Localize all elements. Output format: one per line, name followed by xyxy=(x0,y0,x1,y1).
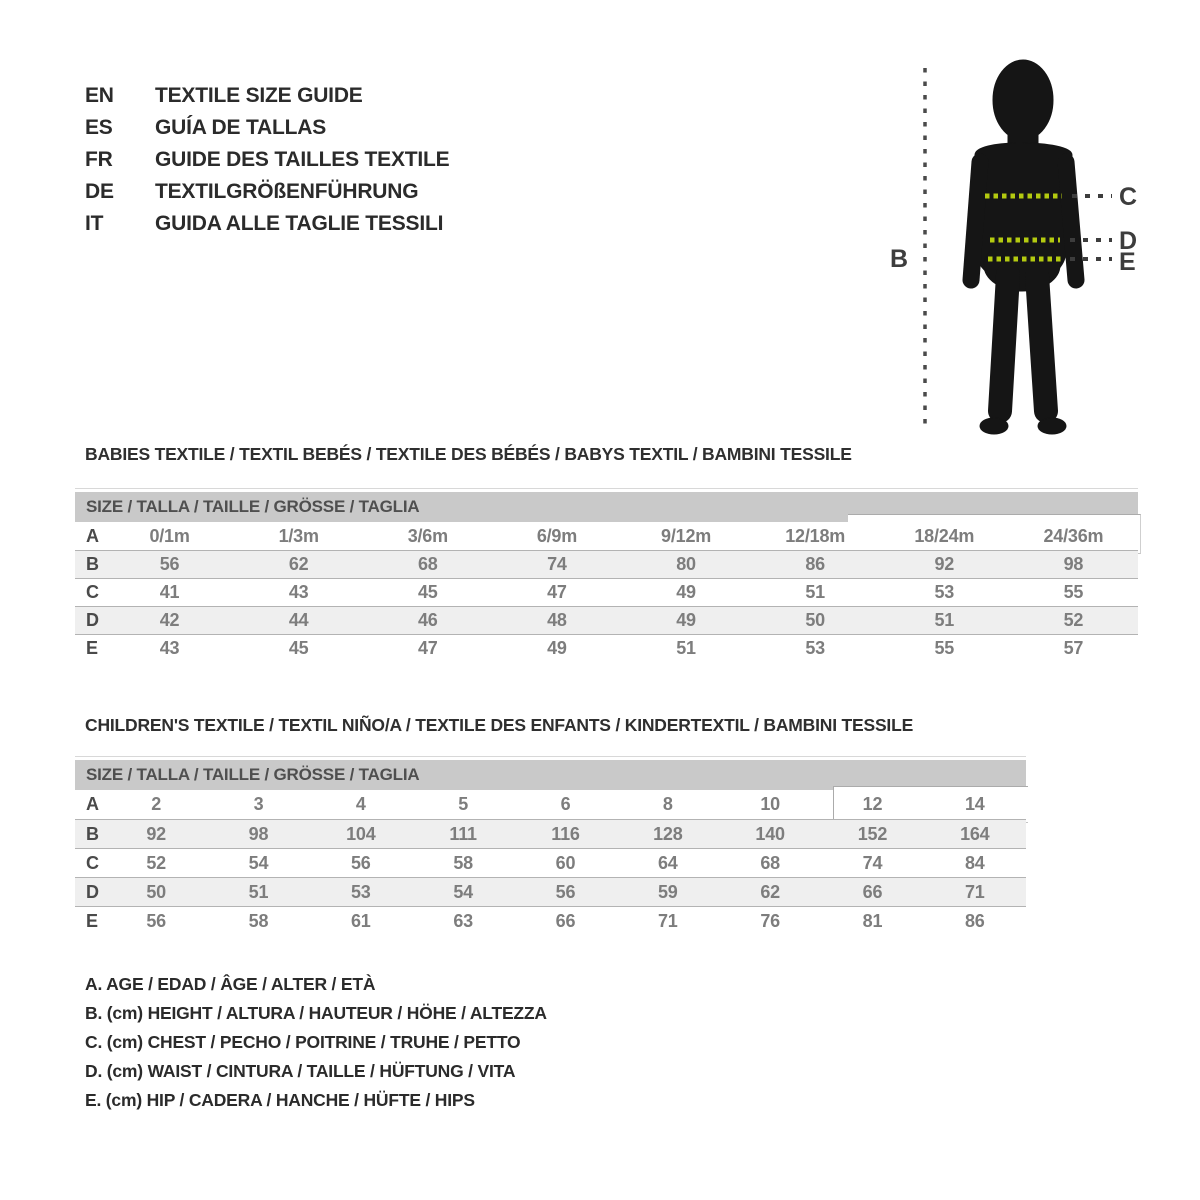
table-cell: 5 xyxy=(458,794,469,814)
row-label: C xyxy=(86,852,99,873)
table-cell: 68 xyxy=(760,852,780,873)
child-silhouette-figure xyxy=(880,55,1140,440)
table-cell: 86 xyxy=(805,554,825,574)
table-cell: 62 xyxy=(288,554,309,574)
table-cell: 92 xyxy=(934,554,955,574)
table-cell: 111 xyxy=(449,823,477,844)
chest-label: C xyxy=(1119,183,1138,211)
table-cell: 24/36m xyxy=(1043,525,1104,546)
table-cell: 9/12m xyxy=(661,525,712,546)
table-cell: 58 xyxy=(248,910,269,931)
language-title: TEXTILGRÖßENFÜHRUNG xyxy=(155,180,419,203)
table-cell: 44 xyxy=(288,610,309,630)
table-cell: 51 xyxy=(676,638,696,658)
table-cell: 66 xyxy=(862,881,883,902)
row-label: D xyxy=(86,610,99,630)
table-cell: 18/24m xyxy=(914,525,975,546)
language-title-list xyxy=(85,80,449,240)
table-cell: 49 xyxy=(676,610,696,630)
table-cell: 71 xyxy=(657,910,678,931)
language-code: EN xyxy=(85,84,114,107)
child-silhouette xyxy=(971,60,1076,434)
row-label: A xyxy=(86,525,99,546)
table-cell: 152 xyxy=(857,823,888,844)
table-cell: 66 xyxy=(555,910,576,931)
table-cell: 53 xyxy=(351,881,371,902)
table-cell: 64 xyxy=(657,852,678,873)
table-cell: 50 xyxy=(146,881,166,902)
table-cell: 56 xyxy=(555,881,576,902)
children-table-body xyxy=(75,790,1026,935)
legend-item: B. (cm) HEIGHT / ALTURA / HAUTEUR / HÖHE / ALTEZZA xyxy=(85,1003,547,1023)
table-cell: 53 xyxy=(934,582,955,602)
table-cell: 116 xyxy=(551,823,580,844)
table-cell: 76 xyxy=(760,910,780,931)
language-code: IT xyxy=(85,212,104,235)
table-row xyxy=(75,550,1138,578)
table-cell: 59 xyxy=(657,881,678,902)
table-row xyxy=(75,848,1026,877)
table-cell: 48 xyxy=(547,610,567,630)
table-cell: 57 xyxy=(1063,638,1084,658)
language-code: FR xyxy=(85,148,113,171)
table-cell: 51 xyxy=(934,610,955,630)
table-cell: 62 xyxy=(760,881,780,902)
row-label: D xyxy=(86,881,99,902)
language-title: GUIDA ALLE TAGLIE TESSILI xyxy=(155,212,444,235)
table-cell: 63 xyxy=(453,910,473,931)
language-row xyxy=(85,80,449,112)
table-cell: 140 xyxy=(755,823,785,844)
children-table-header: SIZE / TALLA / TAILLE / GRÖSSE / TAGLIA xyxy=(75,760,1026,790)
table-cell: 54 xyxy=(248,852,269,873)
table-cell: 56 xyxy=(351,852,371,873)
babies-table-body xyxy=(75,522,1138,662)
table-cell: 2 xyxy=(151,794,162,814)
table-cell: 54 xyxy=(453,881,473,902)
table-cell: 46 xyxy=(418,610,438,630)
table-cell: 55 xyxy=(1063,582,1084,602)
table-row xyxy=(75,790,1026,819)
table-cell: 60 xyxy=(555,852,576,873)
table-cell: 74 xyxy=(862,852,883,873)
table-cell: 74 xyxy=(547,554,567,574)
table-cell: 56 xyxy=(159,554,180,574)
babies-size-table xyxy=(75,492,1138,662)
table-cell: 8 xyxy=(662,794,673,814)
table-cell: 104 xyxy=(346,823,376,844)
language-title: GUÍA DE TALLAS xyxy=(155,116,327,139)
language-row xyxy=(85,208,449,240)
table-cell: 47 xyxy=(547,582,567,602)
table-row xyxy=(75,819,1026,848)
table-cell: 10 xyxy=(760,794,780,814)
table-cell: 45 xyxy=(418,582,438,602)
table-cell: 86 xyxy=(964,910,985,931)
row-label: E xyxy=(86,638,99,658)
table-row xyxy=(75,522,1138,550)
height-label: B xyxy=(890,245,909,273)
babies-table-header: SIZE / TALLA / TAILLE / GRÖSSE / TAGLIA xyxy=(75,492,1138,522)
table-cell: 51 xyxy=(805,582,825,602)
hip-label: E xyxy=(1119,248,1136,276)
table-cell: 3/6m xyxy=(407,525,448,546)
legend-item: C. (cm) CHEST / PECHO / POITRINE / TRUHE / PETTO xyxy=(85,1032,521,1052)
table-cell: 12 xyxy=(862,794,883,814)
children-size-table xyxy=(75,760,1026,935)
table-cell: 61 xyxy=(351,910,371,931)
table-cell: 56 xyxy=(146,910,166,931)
legend-item: D. (cm) WAIST / CINTURA / TAILLE / HÜFTUNG / VITA xyxy=(85,1061,516,1081)
table-cell: 47 xyxy=(418,638,438,658)
table-row xyxy=(75,578,1138,606)
waist-label: D xyxy=(1119,227,1138,255)
table-row xyxy=(75,877,1026,906)
table-cell: 71 xyxy=(964,881,985,902)
language-row xyxy=(85,144,449,176)
child-silhouette-svg xyxy=(880,55,1140,440)
table-cell: 12/18m xyxy=(785,525,846,546)
table-cell: 84 xyxy=(964,852,985,873)
table-cell: 45 xyxy=(288,638,309,658)
row-label: C xyxy=(86,582,99,602)
legend-item: E. (cm) HIP / CADERA / HANCHE / HÜFTE / HIPS xyxy=(85,1090,475,1110)
children-table-title: CHILDREN'S TEXTILE / TEXTIL NIÑO/A / TEXTILE DES ENFANTS / KINDERTEXTIL / BAMBINI TESSILE xyxy=(85,715,914,735)
table-cell: 98 xyxy=(1063,554,1084,574)
table-cell: 41 xyxy=(159,582,180,602)
table-row xyxy=(75,606,1138,634)
row-label: B xyxy=(86,823,99,844)
row-label: E xyxy=(86,910,99,931)
table-cell: 14 xyxy=(964,794,985,814)
table-cell: 0/1m xyxy=(149,525,190,546)
language-title: TEXTILE SIZE GUIDE xyxy=(155,84,363,107)
language-title: GUIDE DES TAILLES TEXTILE xyxy=(155,148,450,171)
table-cell: 52 xyxy=(146,852,166,873)
table-cell: 80 xyxy=(676,554,696,574)
table-row xyxy=(75,634,1138,662)
table-cell: 50 xyxy=(805,610,825,630)
table-cell: 51 xyxy=(248,881,269,902)
measurement-legend xyxy=(85,974,547,1119)
babies-table-title: BABIES TEXTILE / TEXTIL BEBÉS / TEXTILE DES BÉBÉS / BABYS TEXTIL / BAMBINI TESSILE xyxy=(85,444,852,464)
table-cell: 4 xyxy=(355,794,366,814)
table-cell: 49 xyxy=(547,638,567,658)
table-row xyxy=(75,906,1026,935)
language-row xyxy=(85,112,449,144)
legend-item: A. AGE / EDAD / ÂGE / ALTER / ETÀ xyxy=(85,974,376,994)
table-cell: 68 xyxy=(418,554,438,574)
table-cell: 92 xyxy=(146,823,166,844)
table-cell: 52 xyxy=(1063,610,1084,630)
table-cell: 1/3m xyxy=(278,525,319,546)
table-cell: 58 xyxy=(453,852,473,873)
row-label: B xyxy=(86,554,99,574)
language-row xyxy=(85,176,449,208)
table-cell: 43 xyxy=(159,638,180,658)
table-cell: 53 xyxy=(805,638,825,658)
table-cell: 164 xyxy=(960,823,990,844)
table-cell: 128 xyxy=(653,823,683,844)
table-cell: 6 xyxy=(560,794,571,814)
table-cell: 43 xyxy=(288,582,309,602)
table-cell: 81 xyxy=(862,910,883,931)
table-cell: 49 xyxy=(676,582,696,602)
table-cell: 3 xyxy=(253,794,264,814)
table-cell: 98 xyxy=(248,823,269,844)
table-cell: 42 xyxy=(159,610,180,630)
language-code: ES xyxy=(85,116,113,139)
row-label: A xyxy=(86,794,99,814)
language-code: DE xyxy=(85,180,114,203)
table-cell: 6/9m xyxy=(536,525,578,546)
table-cell: 55 xyxy=(934,638,955,658)
